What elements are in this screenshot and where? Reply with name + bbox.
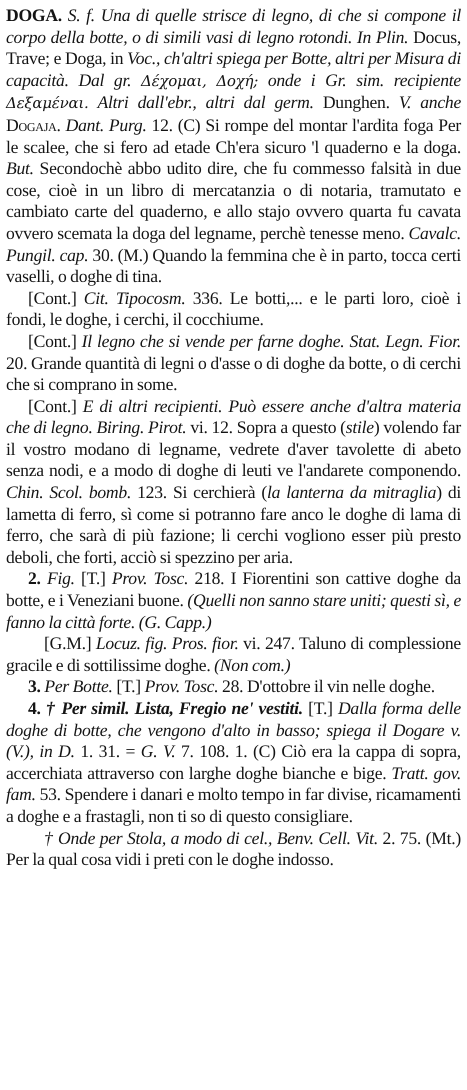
cont-text: Le botti,... e le parti loro, cioè i fondi, le doghe, i cerchi, il cocchiume. bbox=[6, 287, 461, 330]
cont-quote: Il legno che si vende per farne doghe. bbox=[81, 330, 345, 351]
voc-ref: Voc., ch'altri spiega per Botte, altri per Misura di capacità. bbox=[6, 48, 461, 90]
gm-note: (Non com.) bbox=[214, 654, 291, 675]
cont-ref: Biring. Pirot. bbox=[96, 417, 187, 438]
greek-word-3: Δεξαμέναι. bbox=[6, 94, 89, 113]
gv-num: 7. 108. 1. (C) bbox=[181, 741, 276, 762]
sense-definition: Dalla forma delle doghe di botte, che vengono d'alto in basso; spiega il bbox=[6, 698, 461, 740]
cont-definition: E di altri recipienti. Può essere anche d'altra materia che di legno. bbox=[6, 395, 461, 438]
sense-ref-num: 218. bbox=[194, 568, 225, 589]
from-greek: Dal gr. bbox=[78, 69, 132, 90]
chin-ref: Chin. Scol. bomb. bbox=[6, 482, 132, 503]
dante-quote: Si rompe del montar l'ardita foga Per le scalee, che si fero ad etade Ch'era sicuro 'l quaderno e la doga. bbox=[6, 114, 461, 157]
sense-tag: [T.] bbox=[116, 676, 141, 697]
definition: Una di quelle strisce di legno, di che si compone il corpo della botte, o di simili vasi di legno rotondi. bbox=[6, 5, 461, 47]
cavalc-num: 30. (M.) bbox=[92, 244, 149, 265]
dogare-word: Dogare bbox=[392, 719, 445, 740]
entry-doga bbox=[6, 5, 461, 288]
sense-2-paragraph bbox=[6, 568, 461, 633]
dante-ref: Dant. Purg. bbox=[65, 114, 147, 135]
cont-ref: Cit. Tipocosm. bbox=[83, 287, 186, 308]
gm-paragraph bbox=[6, 633, 461, 676]
sense-4-paragraph bbox=[6, 698, 461, 828]
tratt-num: 53. bbox=[39, 784, 61, 805]
sense-label: Per Botte. bbox=[44, 676, 113, 697]
greek-word-1: Δέχομαι, bbox=[141, 71, 207, 90]
headword: DOGA. bbox=[6, 5, 62, 25]
cont-tag: [Cont.] bbox=[28, 287, 77, 308]
cont-stile: stile bbox=[345, 417, 374, 438]
cont-num: vi. 12. bbox=[190, 417, 233, 438]
also-doga: e Doga, in bbox=[53, 48, 124, 69]
gm-tag: [G.M.] bbox=[44, 633, 92, 654]
latin-text: Docus, Trave; bbox=[6, 26, 461, 69]
sense-label: Fig. bbox=[46, 568, 75, 589]
dante-num: 12. (C) bbox=[151, 114, 201, 135]
cont-text: Grande quantità di legni o d'asse o di doghe da botte, o di cerchi che si comprano in some. bbox=[6, 352, 461, 395]
gender-label: S. f. bbox=[67, 5, 95, 25]
gv-ref: G. V. bbox=[140, 741, 176, 762]
cavalc-text: Quando la femmina che è in parto, tocca certi vaselli, o doghe di tina. bbox=[6, 244, 461, 287]
cont-paragraph-1 bbox=[6, 288, 461, 331]
germ-word: Dunghen. bbox=[322, 92, 390, 113]
but-text: Secondochè abbo udito dire, che fu commesso falsità in due cose, cioè in un libro di mercatanzia o di notaria, tramutato e cambiato carte del quaderno, e allo stajo ovvero quarta fu cavata ovvero scemata la doga del legname, perchè tenesse meno. bbox=[6, 158, 461, 243]
tratt-text: Spendere i danari e molto tempo in far divise, ricamamenti a doghe e a frastagli, non ti so di questo consigliare. bbox=[6, 784, 462, 826]
sense-number: 4. bbox=[28, 698, 41, 718]
cont-text-a: Sopra a questo ( bbox=[236, 417, 346, 438]
sense-stola-paragraph bbox=[6, 828, 461, 871]
chin-text-b: ) di lametta di ferro, sì come si potranno fare anco le doghe di lama di ferro, che sarà di più fazione; li cerchi vogliono esser più presto deboli, che forti, acciò si spezzino per aria. bbox=[6, 482, 462, 567]
sense-ref: Prov. Tosc. bbox=[144, 676, 219, 697]
chin-lanterna: la lanterna da mitraglia bbox=[266, 482, 437, 503]
cavalc-ref: Cavalc. Pungil. cap. bbox=[6, 222, 461, 265]
sense-number: 2. bbox=[28, 568, 41, 589]
sense-tag: [T.] bbox=[81, 568, 106, 589]
sense-label: † Per simil. Lista, Fregio ne' vestiti. bbox=[45, 698, 303, 718]
cont-num: 336. bbox=[192, 287, 223, 308]
cont-text-b: ) volendo far il vostro modano di legname, vedrete d'aver tavolette di abeto senza nodi, e a modo di doghe di leuti ve l'andarete componendo. bbox=[6, 417, 461, 481]
cont-num: 20. bbox=[6, 352, 28, 373]
cont-paragraph-2 bbox=[6, 331, 461, 396]
sense-ref-num: 2. 75. (Mt.) bbox=[382, 827, 462, 848]
v-ref: v. (V.), in D. bbox=[6, 719, 461, 762]
sense-ref: Benv. Cell. Vit. bbox=[276, 827, 378, 848]
but-ref: But. bbox=[6, 158, 34, 179]
sense-text: Per la qual cosa vidi i preti con le doghe indosso. bbox=[6, 849, 334, 870]
sense-3-paragraph bbox=[6, 676, 461, 698]
sense-ref: Prov. Tosc. bbox=[111, 568, 189, 589]
cont-tag: [Cont.] bbox=[28, 330, 77, 351]
gm-text: Taluno di complessione gracile e di sottilissime doghe. bbox=[6, 633, 461, 675]
cont-ref: Stat. Legn. Fior. bbox=[349, 330, 461, 351]
cross-ref-dogaja: Dogaja. bbox=[6, 114, 61, 135]
sense-text: Ciò era la cappa di sopra, accerchiata attraverso con larghe doghe bianche e bige. bbox=[6, 741, 461, 783]
sense-text: D'ottobre il vin nelle doghe. bbox=[246, 676, 435, 697]
tratt-ref: Tratt. gov. fam. bbox=[6, 762, 461, 805]
see-also: V. anche bbox=[398, 92, 461, 113]
greek-note: onde i Gr. sim. recipiente bbox=[267, 69, 461, 90]
chin-num: 123. bbox=[137, 482, 167, 503]
sense-number: 3. bbox=[28, 676, 41, 697]
greek-word-2: Δοχή; bbox=[216, 71, 259, 90]
chin-text-a: Si cerchierà ( bbox=[172, 482, 267, 503]
d-num: 1. 31. = bbox=[80, 741, 136, 762]
sense-label: † Onde per Stola, a modo di cel., bbox=[44, 827, 273, 848]
gm-ref: Locuz. fig. Pros. fior. bbox=[95, 633, 239, 654]
gm-num: vi. 247. bbox=[243, 633, 295, 654]
sense-tag: [T.] bbox=[308, 698, 333, 718]
sense-text: I Fiorentini son cattive doghe da botte, e i Veneziani buone. bbox=[6, 568, 461, 611]
sense-ref-num: 28. bbox=[222, 676, 244, 697]
sense-gloss: (Quelli non sanno stare uniti; questi sì, e fanno la città forte. (G. Capp.) bbox=[6, 590, 462, 632]
cont-paragraph-3 bbox=[6, 396, 461, 569]
other-origins: Altri dall'ebr., altri dal germ. bbox=[97, 92, 314, 113]
cont-tag: [Cont.] bbox=[28, 395, 77, 416]
latin-ref: In Plin. bbox=[356, 26, 409, 47]
